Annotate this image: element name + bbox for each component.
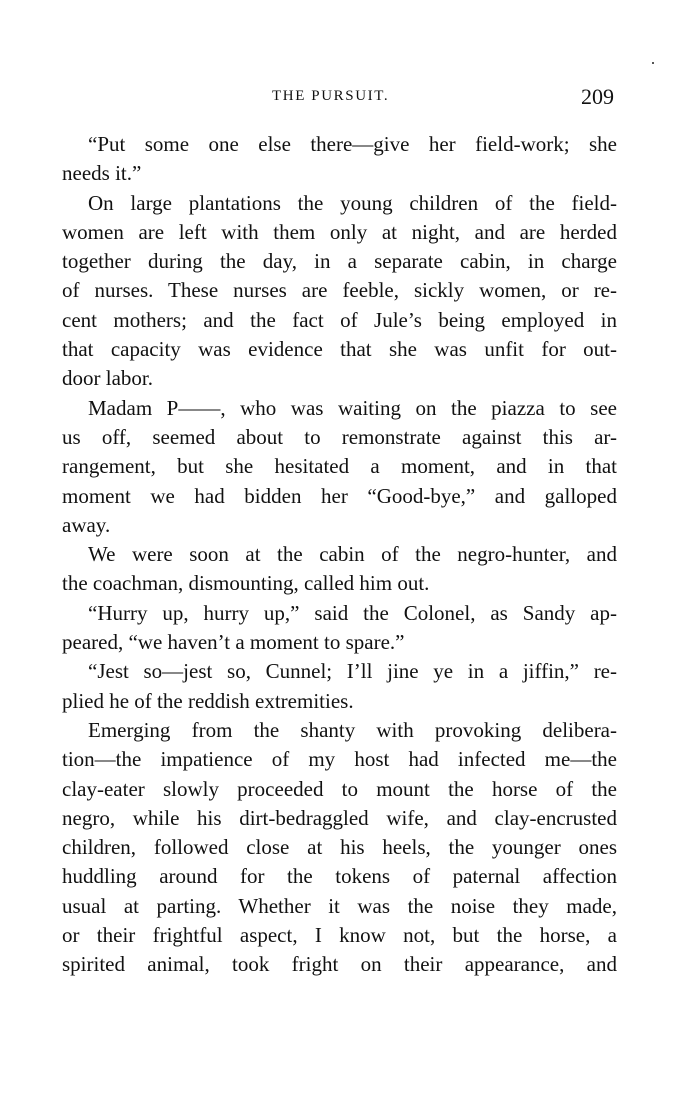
page-number: 209 xyxy=(581,84,614,109)
text-line: needs it.” xyxy=(62,161,142,186)
text-line: the coachman, dismounting, called him out. xyxy=(62,571,430,596)
text-line: peared, “we haven’t a moment to spare.” xyxy=(62,630,405,655)
text-line: Madam P——, who was waiting on the piazza to see xyxy=(88,395,617,420)
text-line: On large plantations the young children of the field- xyxy=(88,190,617,215)
text-line: “Hurry up, hurry up,” said the Colonel, as Sandy ap- xyxy=(88,600,617,625)
text-line: usual at parting. Whether it was the noise they made, xyxy=(62,893,617,918)
text-line: cent mothers; and the fact of Jule’s being employed in xyxy=(62,307,617,332)
text-line: us off, seemed about to remonstrate against this ar- xyxy=(62,424,617,449)
text-line: that capacity was evidence that she was unfit for out- xyxy=(62,337,617,362)
text-line: tion—the impatience of my host had infected me—the xyxy=(62,747,617,772)
text-line: clay-eater slowly proceeded to mount the horse of the xyxy=(62,776,617,801)
running-title: THE PURSUIT. xyxy=(272,88,390,104)
text-line: spirited animal, took fright on their appearance, and xyxy=(62,952,617,977)
text-line: rangement, but she hesitated a moment, and in that xyxy=(62,454,617,479)
text-line: together during the day, in a separate cabin, in charge xyxy=(62,249,617,274)
text-line: moment we had bidden her “Good-bye,” and galloped xyxy=(62,483,617,508)
text-line: of nurses. These nurses are feeble, sickly women, or re- xyxy=(62,278,617,303)
text-line: “Put some one else there—give her field-work; she xyxy=(88,132,617,156)
text-line: plied he of the reddish extremities. xyxy=(62,688,354,713)
text-line: women are left with them only at night, and are herded xyxy=(62,219,617,244)
body-text xyxy=(62,130,617,980)
text-line: Emerging from the shanty with provoking delibera- xyxy=(88,717,617,742)
text-line: door labor. xyxy=(62,366,153,391)
margin-speck xyxy=(652,62,654,64)
text-line: or their frightful aspect, I know not, but the horse, a xyxy=(62,923,617,948)
text-line: away. xyxy=(62,512,111,537)
text-line: children, followed close at his heels, the younger ones xyxy=(62,835,617,860)
text-line: negro, while his dirt-bedraggled wife, and clay-encrusted xyxy=(62,805,617,830)
text-line: huddling around for the tokens of paternal affection xyxy=(62,864,617,889)
text-line: We were soon at the cabin of the negro-hunter, and xyxy=(88,542,617,567)
text-line: “Jest so—jest so, Cunnel; I’ll jine ye in a jiffin,” re- xyxy=(88,659,617,684)
